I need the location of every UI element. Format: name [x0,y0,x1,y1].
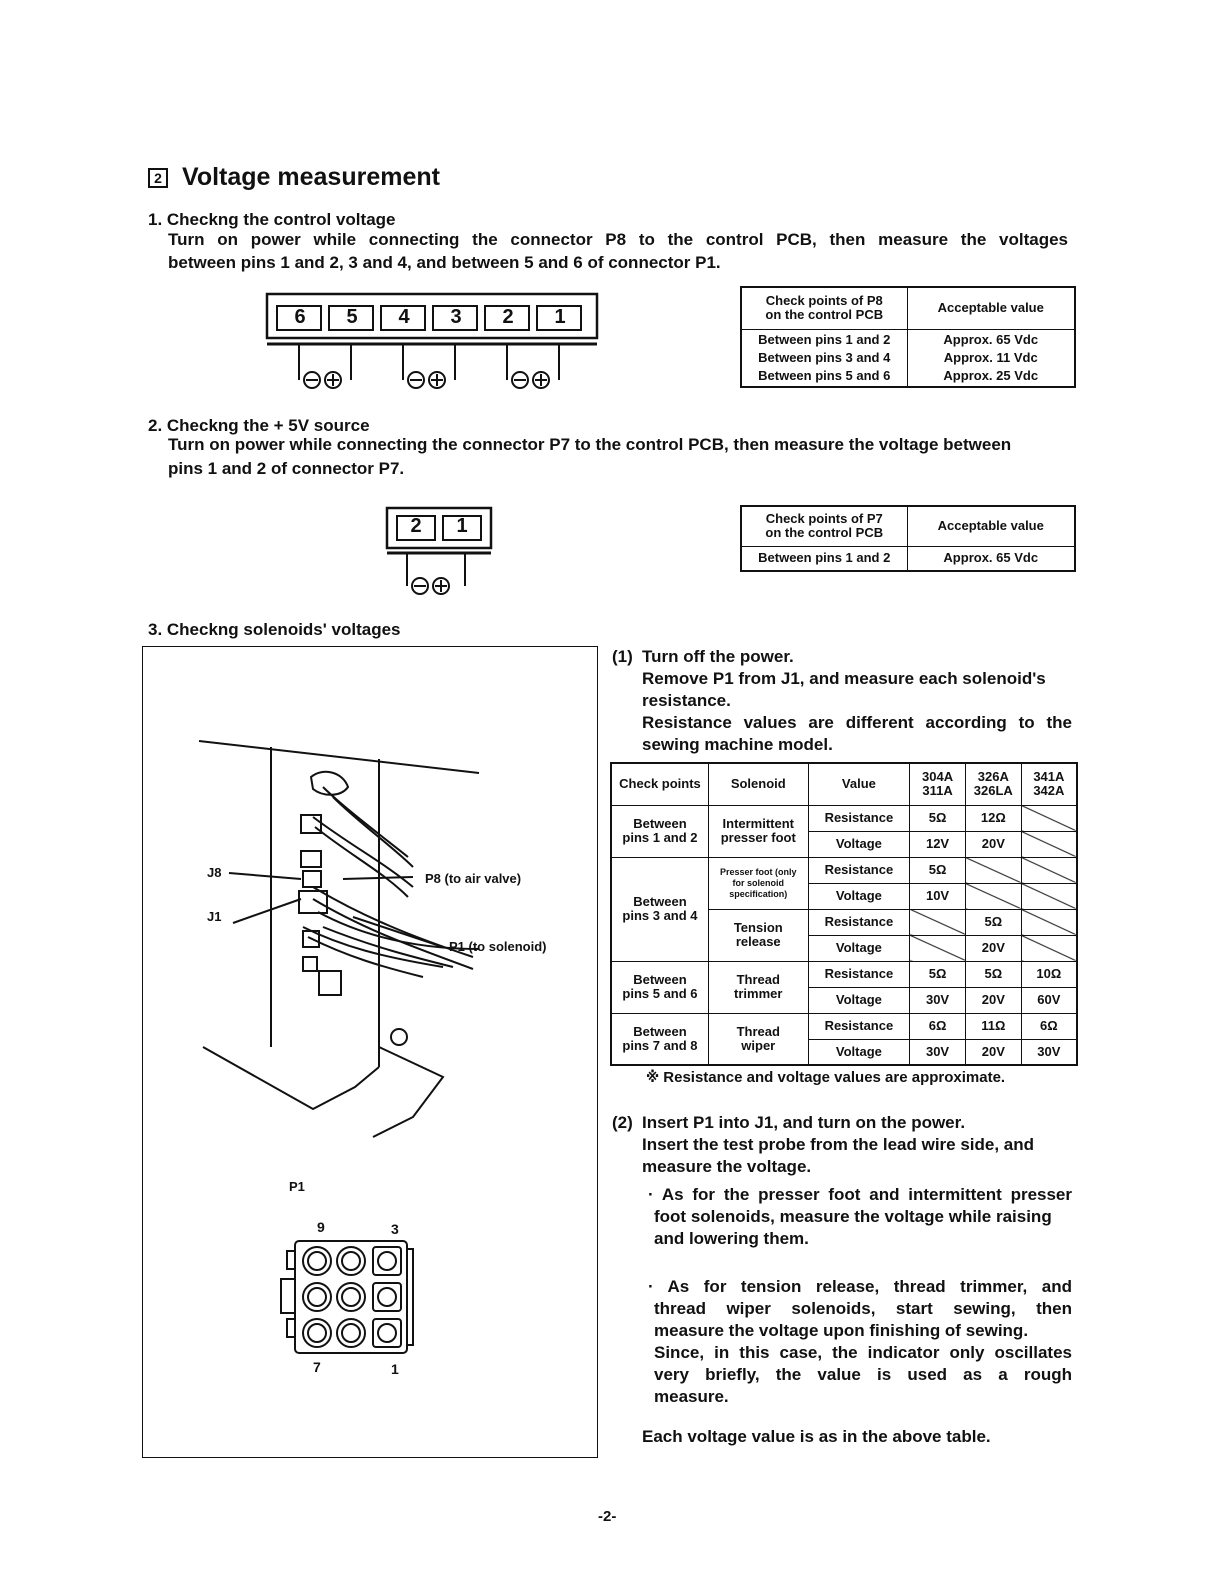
empty-cell [1021,831,1077,857]
section-title-text: Voltage measurement [182,163,440,191]
table-cell: 20V [965,987,1021,1013]
header-line: on the control PCB [765,525,884,541]
table-cell: wiper [741,1037,776,1053]
p8-pin-label: 1 [554,306,566,328]
header-line: on the control PCB [765,307,884,323]
table-cell: 304A [922,769,954,785]
checkpoint-pins-3-4 [611,857,708,961]
table-cell: Resistance [808,909,910,935]
table-cell: Thread [736,1023,780,1039]
table-cell: 326A [977,769,1009,785]
table-cell: specification) [729,888,788,899]
p1-connector-drawing [277,1239,427,1357]
table-cell: Approx. 65 Vdc [943,331,1039,347]
empty-cell [910,935,966,961]
table-cell: Resistance [808,961,910,987]
table-cell: 6Ω [1021,1013,1077,1039]
empty-cell [965,883,1021,909]
empty-cell [1021,935,1077,961]
table-cell: 5Ω [910,805,966,831]
table-cell: presser foot [720,830,796,845]
section-number-box: 2 [148,168,168,188]
table-cell: 10V [910,883,966,909]
p8-table-values [907,329,1075,387]
p8-pin-label: 4 [398,306,410,328]
table-cell: 60V [1021,987,1077,1013]
solenoid-tension-release [708,909,808,961]
bullet2-line5: very briefly, the value is used as a rough [654,1365,1072,1384]
label-j8: J8 [207,865,222,880]
table-cell: 12V [910,831,966,857]
table-cell: Voltage [808,935,910,961]
table-cell: pins 5 and 6 [622,986,698,1001]
header-model-3 [1021,763,1077,805]
p1-pin-7-label: 7 [313,1359,321,1375]
table-cell: Between pins 5 and 6 [758,367,891,383]
step2-heading: 2. Checkng the + 5V source [148,416,370,435]
table-cell: 342A [1033,783,1065,799]
table-cell: Intermittent [722,816,795,831]
checkpoint-pins-7-8 [611,1013,708,1065]
p1-connector-title: P1 [289,1179,305,1194]
p1-pin-9-label: 9 [317,1219,325,1235]
bullet1-line2: foot solenoids, measure the voltage while raising [654,1207,1052,1226]
section-title [148,163,440,192]
table-cell: 11Ω [965,1013,1021,1039]
table-cell: Tension [733,920,783,935]
table-cell: Approx. 25 Vdc [943,367,1039,383]
step1-line1: Turn on power while connecting the connector P8 to the control PCB, then measure the voltages [168,230,1068,249]
bullet2-line1: · As for tension release, thread trimmer, and [648,1277,1072,1296]
solenoid-thread-trimmer [708,961,808,1013]
solenoid-figure [142,646,598,1458]
sub1-line4: Resistance values are different according to the [642,713,1072,732]
p7-table-header-value: Acceptable value [907,506,1075,546]
p8-table-header-value: Acceptable value [907,287,1075,329]
table-cell: 20V [965,935,1021,961]
step2-line1: Turn on power while connecting the connector P7 to the control PCB, then measure the voltage between [168,435,1012,454]
page-number: -2- [598,1508,617,1525]
table-cell: Voltage [808,1039,910,1065]
table-cell: pins 3 and 4 [622,908,698,923]
table-cell: 10Ω [1021,961,1077,987]
table-cell: Approx. 11 Vdc [943,349,1038,365]
table-cell: Thread [736,972,780,987]
solenoid-intermittent-presser-foot [708,805,808,857]
p8-pin-label: 3 [450,306,462,328]
table-cell: 5Ω [910,961,966,987]
empty-cell [1021,909,1077,935]
p8-table-header-checkpoints [741,287,907,329]
sub2-last-line: Each voltage value is as in the above table. [642,1427,991,1446]
bullet1-line1: · As for the presser foot and intermittent presser [648,1185,1072,1204]
solenoid-table [610,762,1078,1066]
table-cell: 341A [1033,769,1065,785]
table-cell: for solenoid [732,877,785,888]
header-model-2 [965,763,1021,805]
sub2-line1: Insert P1 into J1, and turn on the power. [642,1113,966,1132]
p7-pin-label: 2 [410,515,422,537]
step3-heading: 3. Checkng solenoids' voltages [148,620,401,639]
empty-cell [1021,857,1077,883]
sub1-line5: sewing machine model. [642,735,833,754]
p8-pin-label: 2 [502,306,514,328]
sub1-line1: Turn off the power. [642,647,794,666]
solenoid-thread-wiper [708,1013,808,1065]
sub1-number: (1) [612,647,633,666]
p7-table-value: Approx. 65 Vdc [907,546,1075,571]
table-cell: 311A [922,783,953,799]
table-cell: 5Ω [965,961,1021,987]
empty-cell [1021,805,1077,831]
step1-heading: 1. Checkng the control voltage [148,210,396,229]
label-p8: P8 (to air valve) [425,871,522,886]
table-cell: Resistance [808,805,910,831]
table-cell: Voltage [808,883,910,909]
approximate-note: ※ Resistance and voltage values are approximate. [646,1069,1006,1086]
table-cell: 30V [910,1039,966,1065]
table-cell: 20V [965,1039,1021,1065]
p7-table-header-checkpoints [741,506,907,546]
table-cell: release [735,934,781,949]
table-cell: Between [633,894,687,909]
table-cell: pins 7 and 8 [622,1037,698,1053]
label-j1: J1 [207,909,222,924]
table-cell: 30V [1021,1039,1077,1065]
bullet1-line3: and lowering them. [654,1229,809,1248]
table-cell: 30V [910,987,966,1013]
table-cell: Between pins 1 and 2 [758,331,891,347]
sub2-line2: Insert the test probe from the lead wire side, and [642,1135,1035,1154]
header-line: Check points of P8 [765,293,883,309]
table-cell: 5Ω [910,857,966,883]
p7-connector-diagram [385,506,495,601]
p8-pin-label: 5 [346,306,358,328]
sub1-line3: resistance. [642,691,731,710]
checkpoint-pins-5-6 [611,961,708,1013]
p7-pin-label: 1 [456,515,468,537]
bullet2-line2: thread wiper solenoids, start sewing, then [654,1299,1072,1318]
table-cell: Resistance [808,1013,910,1039]
table-cell: Between [633,816,687,831]
table-cell: Voltage [808,987,910,1013]
header-value: Value [808,763,910,805]
sub1-line2: Remove P1 from J1, and measure each solenoid's [642,669,1046,688]
solenoid-presser-foot [708,857,808,909]
header-solenoid: Solenoid [708,763,808,805]
p8-connector-diagram [265,292,600,392]
bullet2-line4: Since, in this case, the indicator only oscillates [654,1343,1072,1362]
label-p1: P1 (to solenoid) [449,939,547,954]
empty-cell [910,909,966,935]
p8-voltage-table [740,286,1076,388]
p1-pin-3-label: 3 [391,1221,399,1237]
table-cell: pins 1 and 2 [622,830,698,845]
table-cell: 20V [965,831,1021,857]
table-cell: 326LA [973,783,1013,799]
p1-pin-1-label: 1 [391,1361,399,1377]
bullet2-line6: measure. [654,1387,729,1406]
p8-pin-label: 6 [294,306,306,328]
table-cell: Presser foot (only [720,866,797,877]
bullet2-line3: measure the voltage upon finishing of sewing. [654,1321,1029,1340]
table-cell: Between [633,972,687,987]
empty-cell [1021,883,1077,909]
sub2-line3: measure the voltage. [642,1157,812,1176]
header-line: Check points of P7 [765,511,883,527]
table-cell: Between [633,1023,687,1039]
table-cell: Between pins 3 and 4 [758,349,891,365]
empty-cell [965,857,1021,883]
step2-line2: pins 1 and 2 of connector P7. [168,459,405,478]
table-cell: Resistance [808,857,910,883]
p8-table-points [741,329,907,387]
header-check-points: Check points [611,763,708,805]
checkpoint-pins-1-2 [611,805,708,857]
step1-line2: between pins 1 and 2, 3 and 4, and between 5 and 6 of connector P1. [168,253,721,272]
table-cell: 6Ω [910,1013,966,1039]
table-cell: trimmer [734,986,783,1001]
p7-table-point: Between pins 1 and 2 [741,546,907,571]
p7-voltage-table [740,505,1076,572]
table-cell: 12Ω [965,805,1021,831]
header-model-1 [910,763,966,805]
table-cell: 5Ω [965,909,1021,935]
table-cell: Voltage [808,831,910,857]
sub2-number: (2) [612,1113,633,1132]
